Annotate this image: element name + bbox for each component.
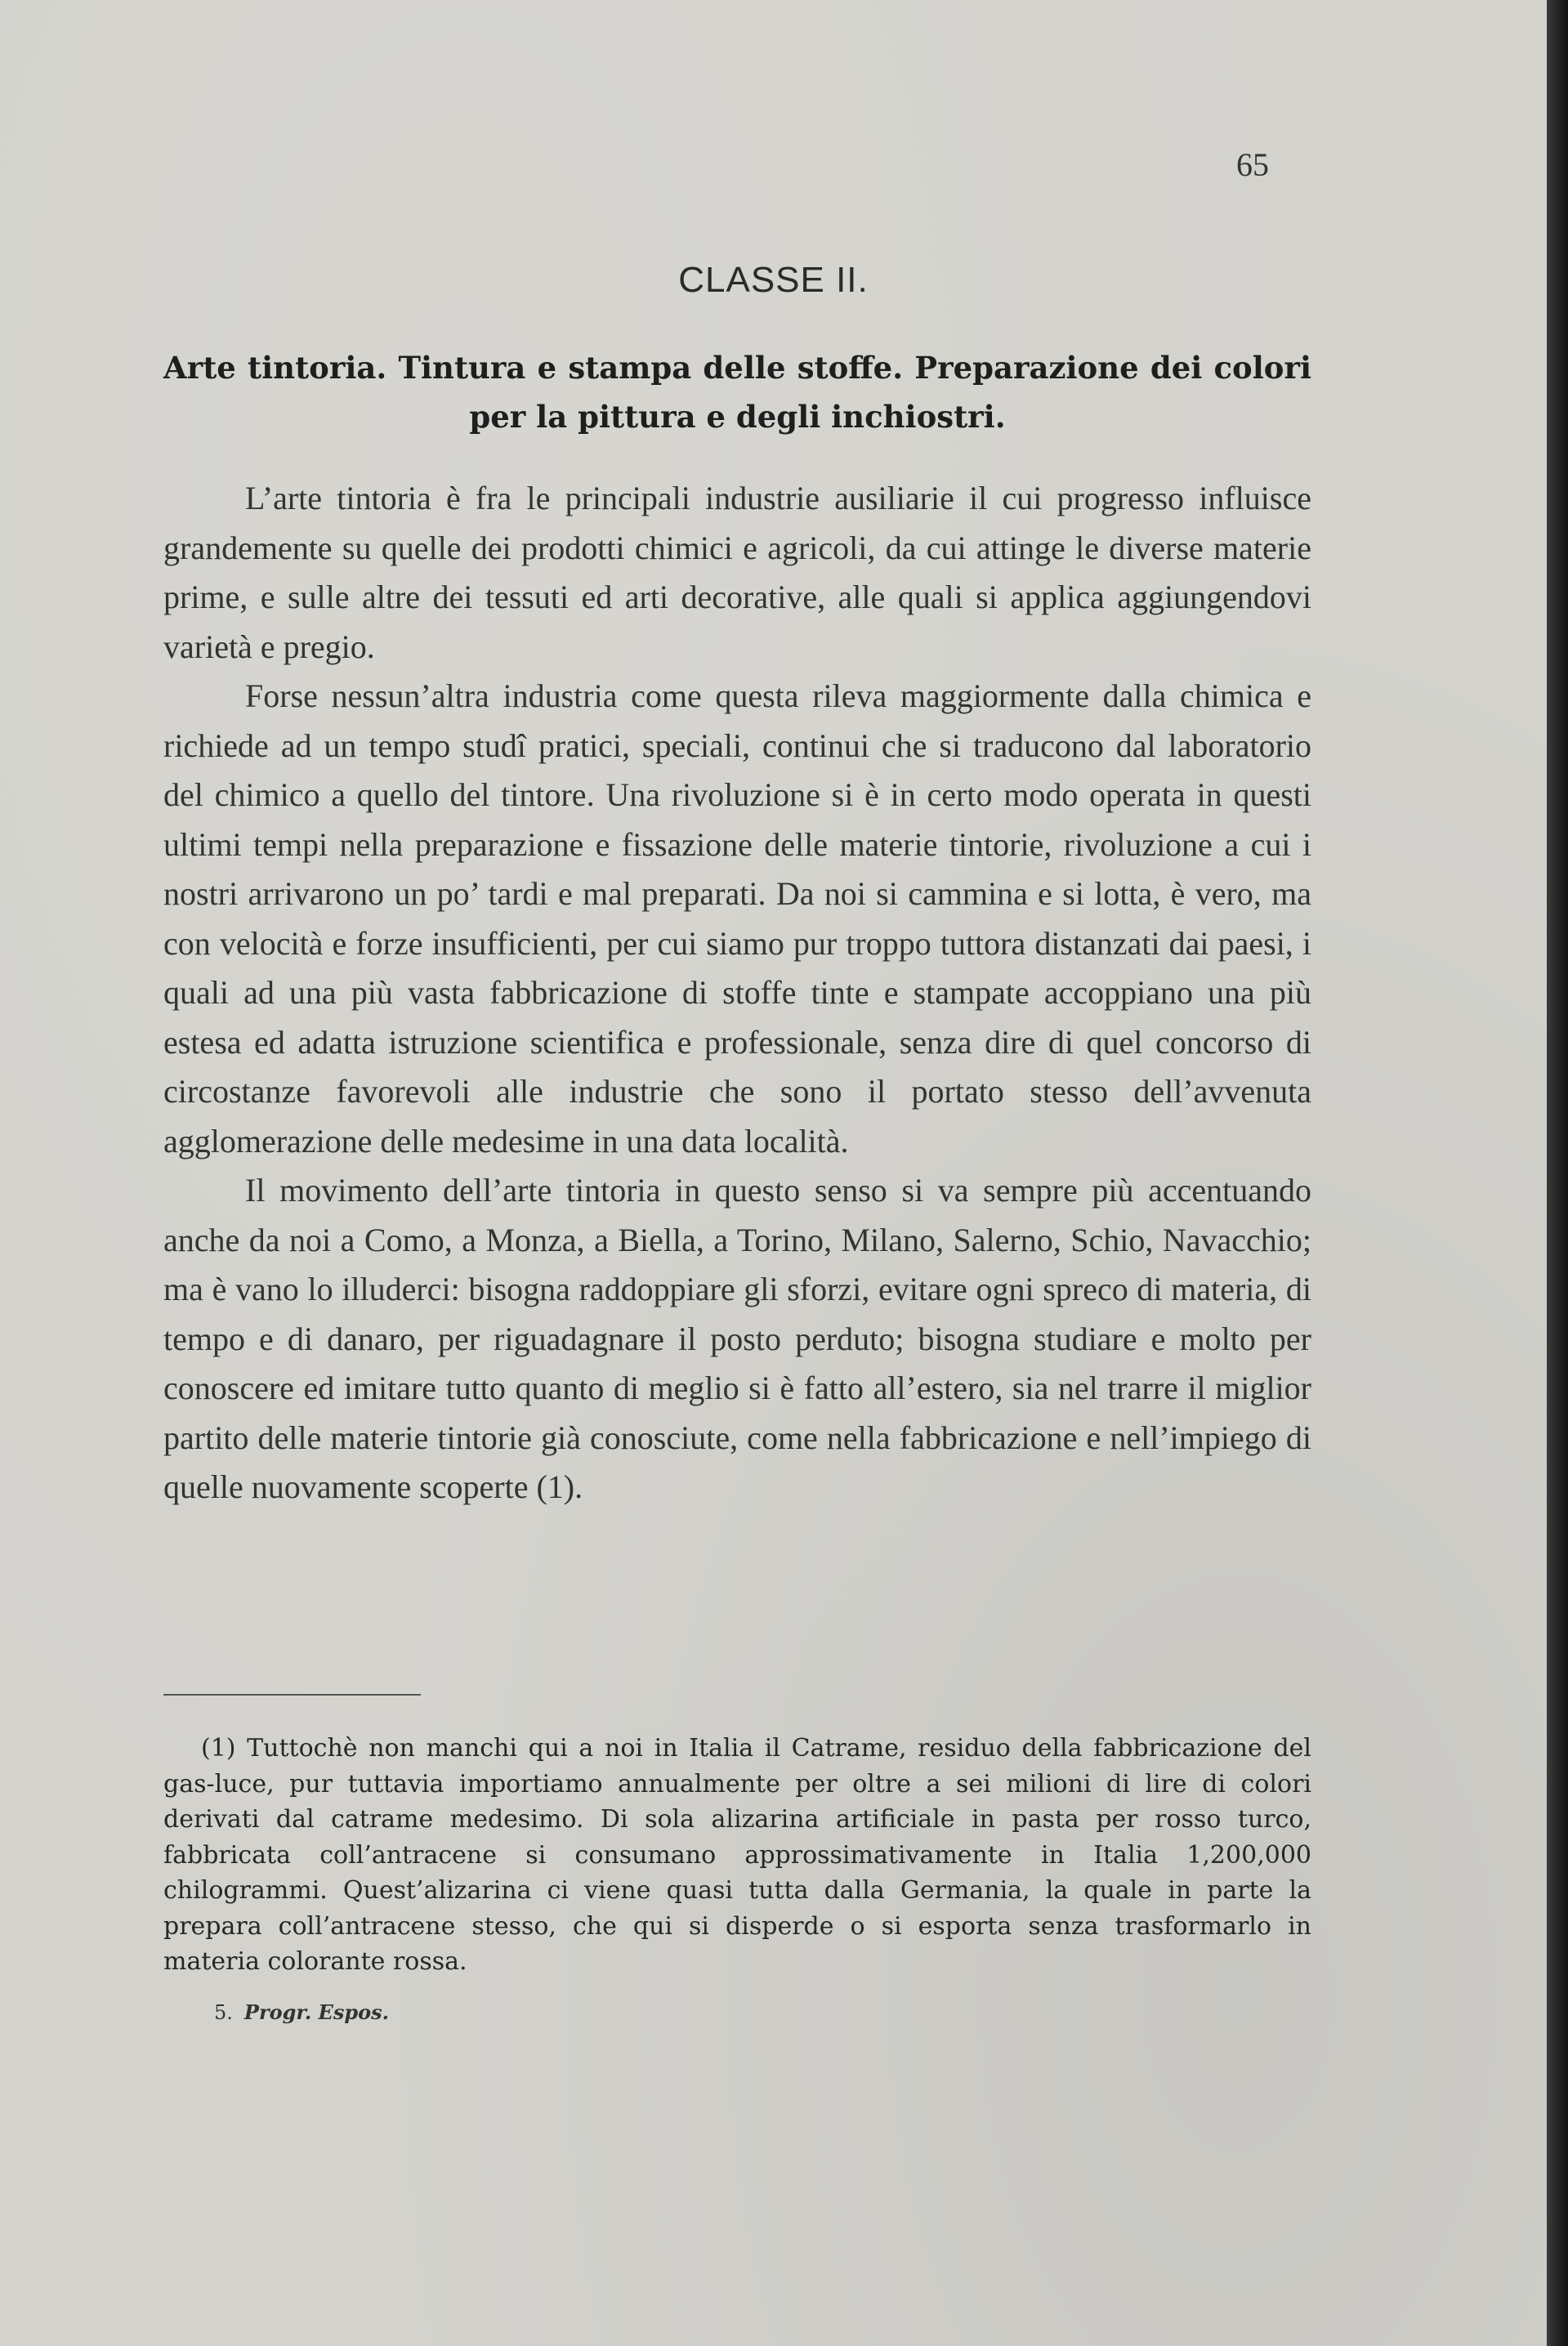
printer-signature <box>214 2000 389 2024</box>
class-title: CLASSE II. <box>678 260 869 300</box>
scan-edge <box>1547 0 1568 2346</box>
body-text <box>163 474 1311 1513</box>
signature-number: 5. <box>214 2001 233 2024</box>
footnote <box>163 1731 1311 1980</box>
footnote-text: (1) Tuttochè non manchi qui a noi in Italia il Catrame, residuo della fabbricazione del gas-luce, pur tuttavia importiamo annualmente per oltre a sei milioni di lire di colori derivati dal catrame medesimo. Di sola alizarina artificiale in pasta per rosso turco, fabbricata coll’antracene si consumano approssimativamente in Italia 1,200,000 chilogrammi. Quest’alizarina ci viene quasi tutta dalla Germania, la quale in parte la prepara coll’antracene stesso, che qui si disperde o si esporta senza trasformarlo in materia colorante rossa. <box>163 1734 1311 1976</box>
footnote-divider <box>163 1694 421 1696</box>
section-heading: Arte tintoria. Tintura e stampa delle stoffe. Preparazione dei colori per la pittura e degli inchiostri. <box>163 350 1311 435</box>
paragraph: Forse nessun’altra industria come questa rileva maggiormente dalla chimica e richiede ad un tempo studî pratici, speciali, continui che si traducono dal laboratorio del chimico a quello del tintore. Una rivoluzione si è in certo modo operata in questi ultimi tempi nella preparazione e fissazione delle materie tintorie, rivoluzione a cui i nostri arrivarono un po’ tardi e mal preparati. Da noi si cammina e si lotta, è vero, ma con velocità e forze insufficienti, per cui siamo pur troppo tuttora distanzati dai paesi, i quali ad una più vasta fabbricazione di stoffe tinte e stampate accoppiano una più estesa ed adatta istruzione scientifica e professionale, senza dire di quel concorso di circostanze favorevoli alle industrie che sono il portato stesso dell’avvenuta agglomerazione delle medesime in una data località. <box>163 677 1311 1160</box>
paragraph: L’arte tintoria è fra le principali industrie ausiliarie il cui progresso influisce grandemente su quelle dei prodotti chimici e agricoli, da cui attinge le diverse materie prime, e sulle altre dei tessuti ed arti decorative, alle quali si applica aggiungendovi varietà e pregio. <box>163 480 1311 665</box>
signature-text: Progr. Espos. <box>243 2000 389 2024</box>
page-number: 65 <box>1236 146 1269 183</box>
paragraph: Il movimento dell’arte tintoria in questo senso si va sempre più accentuando anche da noi a Como, a Monza, a Biella, a Torino, Milano, Salerno, Schio, Navacchio; ma è vano lo illuderci: bisogna raddoppiare gli sforzi, evitare ogni spreco di materia, di tempo e di danaro, per riguadagnare il posto perduto; bisogna studiare e molto per conoscere ed imitare tutto quanto di meglio si è fatto all’estero, sia nel trarre il miglior partito delle materie tintorie già conosciute, come nella fabbricazione e nell’impiego di quelle nuovamente scoperte (1). <box>163 1172 1311 1505</box>
